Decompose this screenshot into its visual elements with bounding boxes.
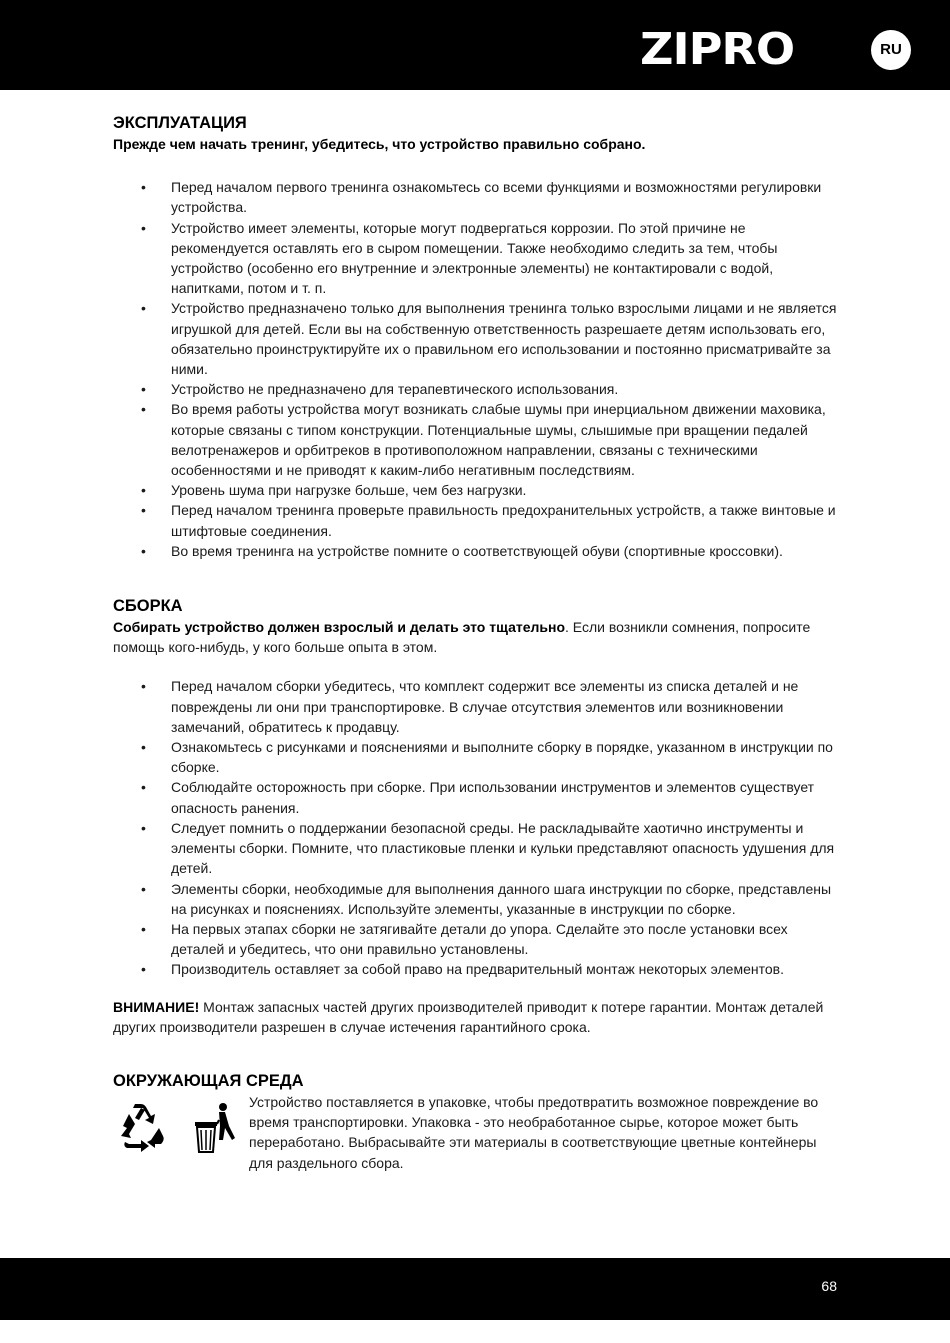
brand-logo: ZIPRO — [640, 24, 795, 75]
list-item: • Производитель оставляет за собой право на предварительный монтаж некоторых элементов. — [113, 959, 843, 979]
operation-title: ЭКСПЛУАТАЦИЯ — [113, 114, 247, 132]
list-item: • Устройство имеет элементы, которые могут подвергаться коррозии. По этой причине не рекомендуется оставлять его в сыром помещении. Также необходимо следить за тем, чтобы устройство (особенно его внутренние и электронные элементы) не контактировали с водой, напитками, потом и т. п. — [113, 218, 843, 299]
page-header — [0, 0, 950, 90]
warning-note: ВНИМАНИЕ! Монтаж запасных частей других производителей приводит к потере гарантии. Монтаж деталей других производители разрешен в случае истечения гарантийного срока. — [113, 998, 824, 1035]
waste-bin-icon — [195, 1103, 235, 1152]
list-item: • Следует помнить о поддержании безопасной среды. Не раскладывайте хаотично инструменты и элементы сборки. Помните, что пластиковые пленки и кульки представляют опасность удушения для детей. — [113, 818, 843, 879]
assembly-title: СБОРКА — [113, 597, 183, 616]
list-item: • Уровень шума при нагрузке больше, чем без нагрузки. — [113, 480, 843, 500]
list-item: • Во время тренинга на устройстве помните о соответствующей обуви (спортивные кроссовки). — [113, 541, 843, 561]
list-item: • Перед началом первого тренинга ознакомьтесь со всеми функциями и возможностями регулировки устройства. — [113, 177, 843, 217]
operation-list — [113, 177, 843, 561]
list-item: • Перед началом тренинга проверьте правильность предохранительных устройств, а также винтовые и штифтовые соединения. — [113, 500, 843, 540]
recycle-icon — [121, 1104, 164, 1152]
language-badge: RU — [871, 30, 911, 70]
assembly-section — [113, 595, 843, 1037]
list-item: • На первых этапах сборки не затягивайте детали до упора. Сделайте это после установки всех деталей и убедитесь, что они правильно установлены. — [113, 919, 843, 959]
list-item: • Устройство предназначено только для выполнения тренинга только взрослыми лицами и не является игрушкой для детей. Если вы на собственную ответственность разрешаете детям использовать его, обязательно проинструктируйте их о правильном его использовании и постоянно присматривайте за ними. — [113, 298, 843, 379]
operation-section — [113, 112, 843, 561]
environment-icons — [119, 1100, 239, 1160]
list-item: • Во время работы устройства могут возникать слабые шумы при инерциальном движении маховика, которые связаны с типом конструкции. Потенциальные шумы, слышимые при вращении педалей велотренажеров и орбитреков в противоположном направлении, связаны с техническими особенностями и не приводят к каким-либо негативным последствиям. — [113, 399, 843, 480]
operation-lead: Прежде чем начать тренинг, убедитесь, что устройство правильно собрано. — [113, 136, 646, 152]
page-content — [113, 112, 843, 1202]
environment-text: Устройство поставляется в упаковке, чтобы предотвратить возможное повреждение во время транспортировки. Упаковка - это необработанное сырье, которое может быть переработано. Выбрасывайте эти материалы в соответствующие цветные контейнеры для раздельного сбора. — [249, 1093, 819, 1171]
assembly-lead: Собирать устройство должен взрослый и делать это тщательно. Если возникли сомнения, попросите помощь кого-нибудь, у кого больше опыта в этом. — [113, 619, 811, 656]
list-item: • Элементы сборки, необходимые для выполнения данного шага инструкции по сборке, представлены на рисунках и пояснениях. Используйте элементы, указанные в инструкции по сборке. — [113, 879, 843, 919]
list-item: • Ознакомьтесь с рисунками и пояснениями и выполните сборку в порядке, указанном в инструкции по сборке. — [113, 737, 843, 777]
page-number: 68 — [821, 1278, 837, 1294]
environment-title: ОКРУЖАЮЩАЯ СРЕДА — [113, 1071, 304, 1090]
list-item: • Устройство не предназначено для терапевтического использования. — [113, 379, 843, 399]
list-item: • Перед началом сборки убедитесь, что комплект содержит все элементы из списка деталей и не повреждены ли они при транспортировке. В случае отсутствия элементов или возникновении замечаний, обратитесь к продавцу. — [113, 676, 843, 737]
environment-row — [113, 1092, 843, 1202]
list-item: • Соблюдайте осторожность при сборке. При использовании инструментов и элементов существует опасность ранения. — [113, 777, 843, 817]
assembly-list — [113, 676, 843, 979]
environment-section — [113, 1070, 843, 1202]
page-footer — [0, 1258, 950, 1320]
